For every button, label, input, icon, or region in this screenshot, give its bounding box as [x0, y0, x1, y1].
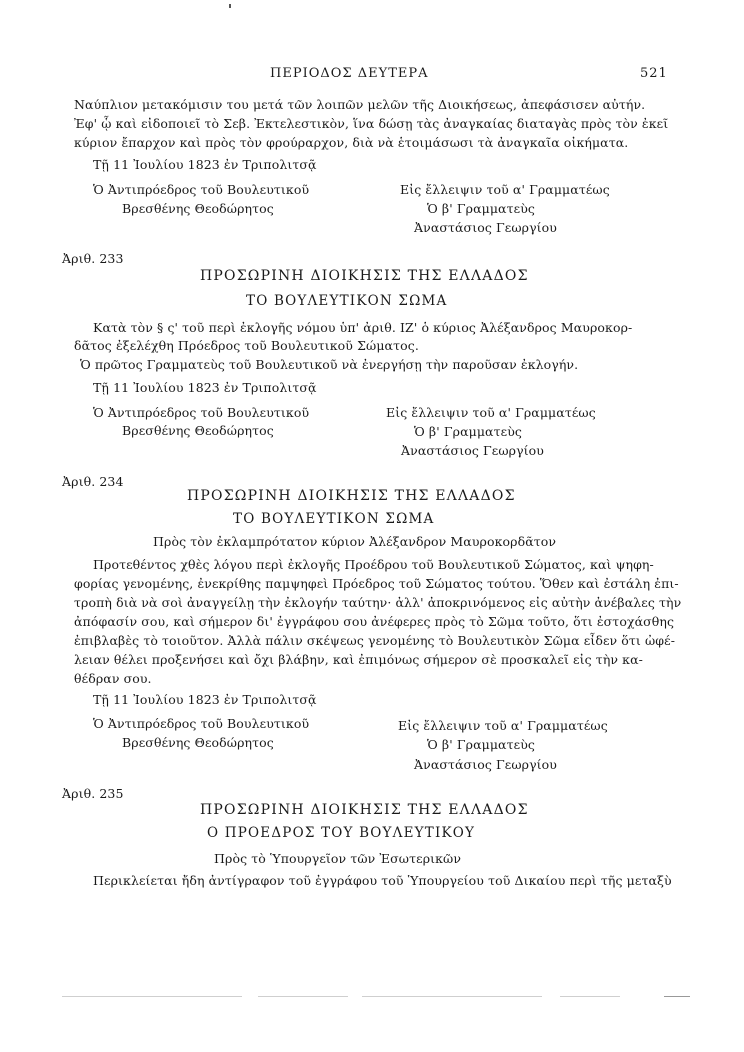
signature-right-line-3: Ἀναστάσιος Γεωργίου [414, 757, 557, 772]
body-line: τροπὴ διὰ νὰ σοὶ ἀναγγείλῃ τὴν ἐκλογήν ταύτην· ἀλλ' ἀποκρινόμενος εἰς αὐτὴν ἀνέβαλες τὴν [74, 595, 682, 610]
date-line: Τῇ 11 Ἰουλίου 1823 ἐν Τριπολιτσᾷ [93, 380, 317, 395]
body-line: Περικλείεται ἤδη ἀντίγραφον τοῦ ἐγγράφου τοῦ Ὑπουργείου τοῦ Δικαίου περὶ τῆς μεταξὺ [93, 873, 672, 888]
signature-right-line-1: Εἰς ἔλλειψιν τοῦ α' Γραμματέως [398, 718, 608, 733]
body-line: θέδραν σου. [74, 671, 152, 686]
body-line: Ναύπλιον μετακόμισιν του μετά τῶν λοιπῶν μελῶν τῆς Διοικήσεως, ἀπεφάσισεν αὐτήν. [74, 97, 646, 112]
signature-left-name: Βρεσθένης Θεοδώρητος [122, 735, 274, 750]
document-number: Ἀριθ. 235 [62, 786, 124, 801]
document-number: Ἀριθ. 233 [62, 251, 124, 266]
body-line: ἀπόφασίν σου, καὶ σήμερον δι' ἐγγράφου σου ἀνέφερες πρὸς τὸ Σῶμα τοῦτο, ὅτι ἐστοχάσθης [74, 614, 675, 629]
document-heading: ΠΡΟΣΩΡΙΝΗ ΔΙΟΙΚΗΣΙΣ ΤΗΣ ΕΛΛΑΔΟΣ [200, 268, 529, 284]
signature-left-name: Βρεσθένης Θεοδώρητος [122, 201, 274, 216]
document-heading: ΠΡΟΣΩΡΙΝΗ ΔΙΟΙΚΗΣΙΣ ΤΗΣ ΕΛΛΑΔΟΣ [200, 802, 529, 818]
signature-left-title: Ὁ Ἀντιπρόεδρος τοῦ Βουλευτικοῦ [93, 182, 310, 197]
scan-artifact-line [362, 996, 542, 997]
document-subheading: ΤΟ ΒΟΥΛΕΥΤΙΚΟΝ ΣΩΜΑ [246, 293, 448, 309]
body-line: Προτεθέντος χθὲς λόγου περὶ ἐκλογῆς Προέδρου τοῦ Βουλευτικοῦ Σώματος, καὶ ψηφη- [93, 557, 654, 572]
document-subheading: Ο ΠΡΟΕΔΡΟΣ ΤΟΥ ΒΟΥΛΕΥΤΙΚΟΥ [207, 825, 476, 841]
date-line: Τῇ 11 Ἰουλίου 1823 ἐν Τριπολιτσᾷ [93, 157, 317, 172]
page-number: 521 [640, 66, 668, 81]
document-number: Ἀριθ. 234 [62, 474, 124, 489]
signature-left-name: Βρεσθένης Θεοδώρητος [122, 423, 274, 438]
addressee-line: Πρὸς τὸν ἐκλαμπρότατον κύριον Ἀλέξανδρον Μαυροκορδᾶτον [153, 534, 557, 549]
running-title: ΠΕΡΙΟΔΟΣ ΔΕΥΤΕΡΑ [270, 66, 429, 81]
body-line: λειαν θέλει προξενήσει καὶ ὄχι βλάβην, καὶ ἐπιμόνως σήμερον σὲ προσκαλεῖ εἰς τὴν κα- [74, 652, 643, 667]
signature-right-line-1: Εἰς ἔλλειψιν τοῦ α' Γραμματέως [400, 182, 610, 197]
scan-artifact-line [62, 996, 242, 997]
body-line: Ἐφ' ᾧ καὶ εἰδοποιεῖ τὸ Σεβ. Ἐκτελεστικὸν, ἵνα δώσῃ τὰς ἀναγκαίας διαταγὰς πρὸς τὸν ἐκεῖ [74, 116, 669, 131]
addressee-line: Πρὸς τὸ Ὑπουργεῖον τῶν Ἐσωτερικῶν [214, 851, 462, 866]
signature-left-title: Ὁ Ἀντιπρόεδρος τοῦ Βουλευτικοῦ [93, 405, 310, 420]
document-subheading: ΤΟ ΒΟΥΛΕΥΤΙΚΟΝ ΣΩΜΑ [233, 511, 435, 527]
date-line: Τῇ 11 Ἰουλίου 1823 ἐν Τριπολιτσᾷ [93, 692, 317, 707]
scan-mark [229, 4, 231, 8]
signature-right-line-3: Ἀναστάσιος Γεωργίου [401, 443, 544, 458]
scan-artifact-line [560, 996, 620, 997]
signature-right-line-1: Εἰς ἔλλειψιν τοῦ α' Γραμματέως [386, 405, 596, 420]
signature-left-title: Ὁ Ἀντιπρόεδρος τοῦ Βουλευτικοῦ [93, 716, 310, 731]
signature-right-line-2: Ὁ β' Γραμματεὺς [414, 424, 522, 439]
scan-artifact-line [664, 996, 690, 997]
signature-right-line-2: Ὁ β' Γραμματεὺς [427, 737, 535, 752]
signature-right-line-3: Ἀναστάσιος Γεωργίου [414, 220, 557, 235]
body-line: κύριον ἔπαρχον καὶ πρὸς τὸν φρούραρχον, διὰ νὰ ἑτοιμάσωσι τὰ ἀναγκαῖα οἰκήματα. [74, 135, 629, 150]
body-line: ἐπιβλαβὲς τὸ τοιοῦτον. Ἀλλὰ πάλιν σκέψεως γενομένης τὸ Βουλευτικὸν Σῶμα εἶδεν ὅτι ὠφέ- [74, 633, 676, 648]
document-heading: ΠΡΟΣΩΡΙΝΗ ΔΙΟΙΚΗΣΙΣ ΤΗΣ ΕΛΛΑΔΟΣ [187, 488, 516, 504]
body-line: δᾶτος ἐξελέχθη Πρόεδρος τοῦ Βουλευτικοῦ Σώματος. [74, 338, 419, 353]
body-line: φορίας γενομένης, ἐνεκρίθης παμψηφεὶ Πρόεδρος τοῦ Σώματος τούτου. Ὅθεν καὶ ἐστάλη ἐπι- [74, 576, 679, 591]
scan-artifact-line [258, 996, 348, 997]
body-line: Ὁ πρῶτος Γραμματεὺς τοῦ Βουλευτικοῦ νὰ ἐνεργήσῃ τὴν παροῦσαν ἐκλογήν. [80, 357, 579, 372]
body-line: Κατὰ τὸν § ς' τοῦ περὶ ἐκλογῆς νόμου ὑπ' ἀριθ. ΙΖ' ὁ κύριος Ἀλέξανδρος Μαυροκορ- [93, 320, 633, 335]
signature-right-line-2: Ὁ β' Γραμματεὺς [427, 201, 535, 216]
